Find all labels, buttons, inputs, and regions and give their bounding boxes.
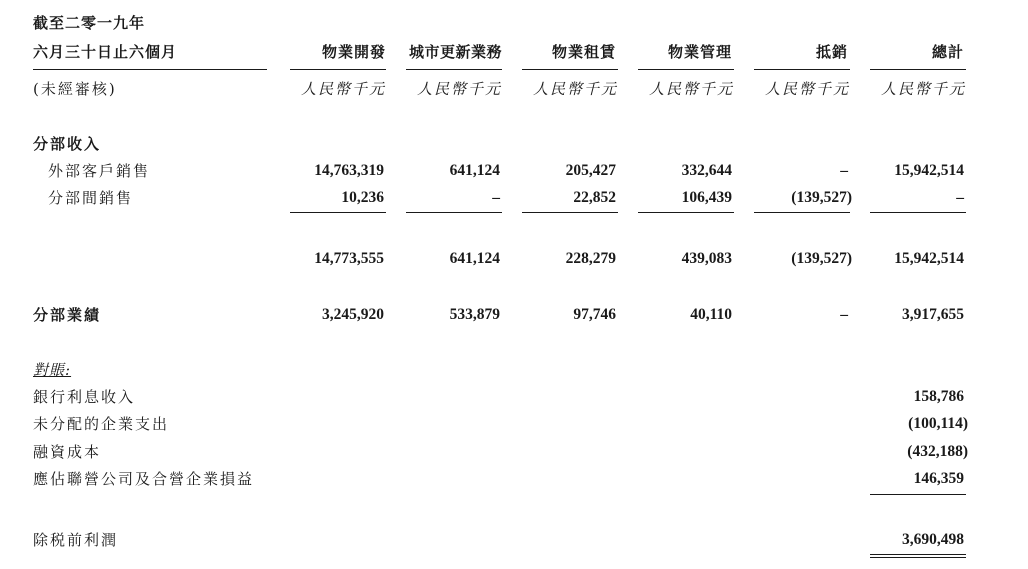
total-rule: [870, 494, 966, 495]
row-label-inter-segment-sales: 分部間銷售: [48, 189, 134, 207]
table-cell: 3,245,920: [322, 306, 384, 323]
subtotal-rule: [406, 212, 502, 213]
table-cell: 533,879: [449, 306, 500, 323]
col-header-elimination: 抵銷: [815, 43, 848, 61]
col-header-property-development: 物業開發: [321, 43, 386, 61]
subtotal-rule: [522, 212, 618, 213]
col-header-property-management: 物業管理: [667, 43, 732, 61]
reconciliation-label: 應佔聯營公司及合營企業損益: [33, 470, 255, 488]
double-underline-bottom: [870, 557, 966, 558]
table-cell: (139,527): [791, 189, 852, 206]
table-cell: 10,236: [341, 189, 384, 206]
col-header-total: 總計: [931, 43, 964, 61]
period-line-2: 六月三十日止六個月: [33, 43, 178, 61]
table-cell: 40,110: [690, 306, 732, 323]
double-underline-top: [870, 554, 966, 555]
col-header-property-leasing: 物業租賃: [551, 43, 616, 61]
segment-results-label: 分部業績: [33, 306, 102, 324]
subtotal-cell: 228,279: [565, 250, 616, 267]
table-cell: –: [492, 189, 500, 206]
period-line-1: 截至二零一九年: [33, 14, 146, 32]
col-rule: [406, 69, 502, 70]
subtotal-cell: (139,527): [791, 250, 852, 267]
col-header-urban-renewal: 城市更新業務: [408, 43, 502, 61]
col-rule: [638, 69, 734, 70]
subtotal-cell: 15,942,514: [894, 250, 964, 267]
reconciliation-value: (432,188): [907, 443, 968, 460]
reconciliation-label: 未分配的企業支出: [33, 415, 170, 433]
unit-label: 人民幣千元: [880, 80, 966, 98]
subtotal-rule: [290, 212, 386, 213]
table-cell: 22,852: [573, 189, 616, 206]
table-cell: 3,917,655: [902, 306, 964, 323]
col-rule: [754, 69, 850, 70]
subtotal-cell: 14,773,555: [314, 250, 384, 267]
subtotal-rule: [638, 212, 734, 213]
table-cell: 14,763,319: [314, 162, 384, 179]
unit-label: 人民幣千元: [532, 80, 618, 98]
table-cell: 205,427: [565, 162, 616, 179]
reconciliation-value: (100,114): [908, 415, 968, 432]
table-cell: –: [840, 306, 848, 323]
segment-revenue-title: 分部收入: [33, 135, 102, 153]
unit-label: 人民幣千元: [300, 80, 386, 98]
reconciliation-value: 158,786: [913, 388, 964, 405]
table-cell: 15,942,514: [894, 162, 964, 179]
unit-label: 人民幣千元: [764, 80, 850, 98]
subtotal-cell: 439,083: [681, 250, 732, 267]
col-rule: [870, 69, 966, 70]
table-cell: 106,439: [681, 189, 732, 206]
unit-label: 人民幣千元: [648, 80, 734, 98]
unaudited-label: (未經審核): [33, 80, 117, 98]
table-cell: 97,746: [573, 306, 616, 323]
subtotal-cell: 641,124: [449, 250, 500, 267]
table-cell: –: [956, 189, 964, 206]
subtotal-rule: [870, 212, 966, 213]
table-cell: 332,644: [681, 162, 732, 179]
reconciliation-label: 融資成本: [33, 443, 102, 461]
row-label-external-sales: 外部客戶銷售: [48, 162, 151, 180]
reconciliation-value: 146,359: [913, 470, 964, 487]
col-rule: [290, 69, 386, 70]
subtotal-rule: [754, 212, 850, 213]
profit-before-tax-value: 3,690,498: [902, 531, 964, 548]
profit-before-tax-label: 除税前利潤: [33, 531, 119, 549]
table-cell: 641,124: [449, 162, 500, 179]
reconciliation-label: 銀行利息收入: [33, 388, 136, 406]
header-rule: [33, 69, 267, 70]
col-rule: [522, 69, 618, 70]
reconciliation-title: 對賬:: [33, 361, 72, 379]
table-cell: –: [840, 162, 848, 179]
unit-label: 人民幣千元: [416, 80, 502, 98]
